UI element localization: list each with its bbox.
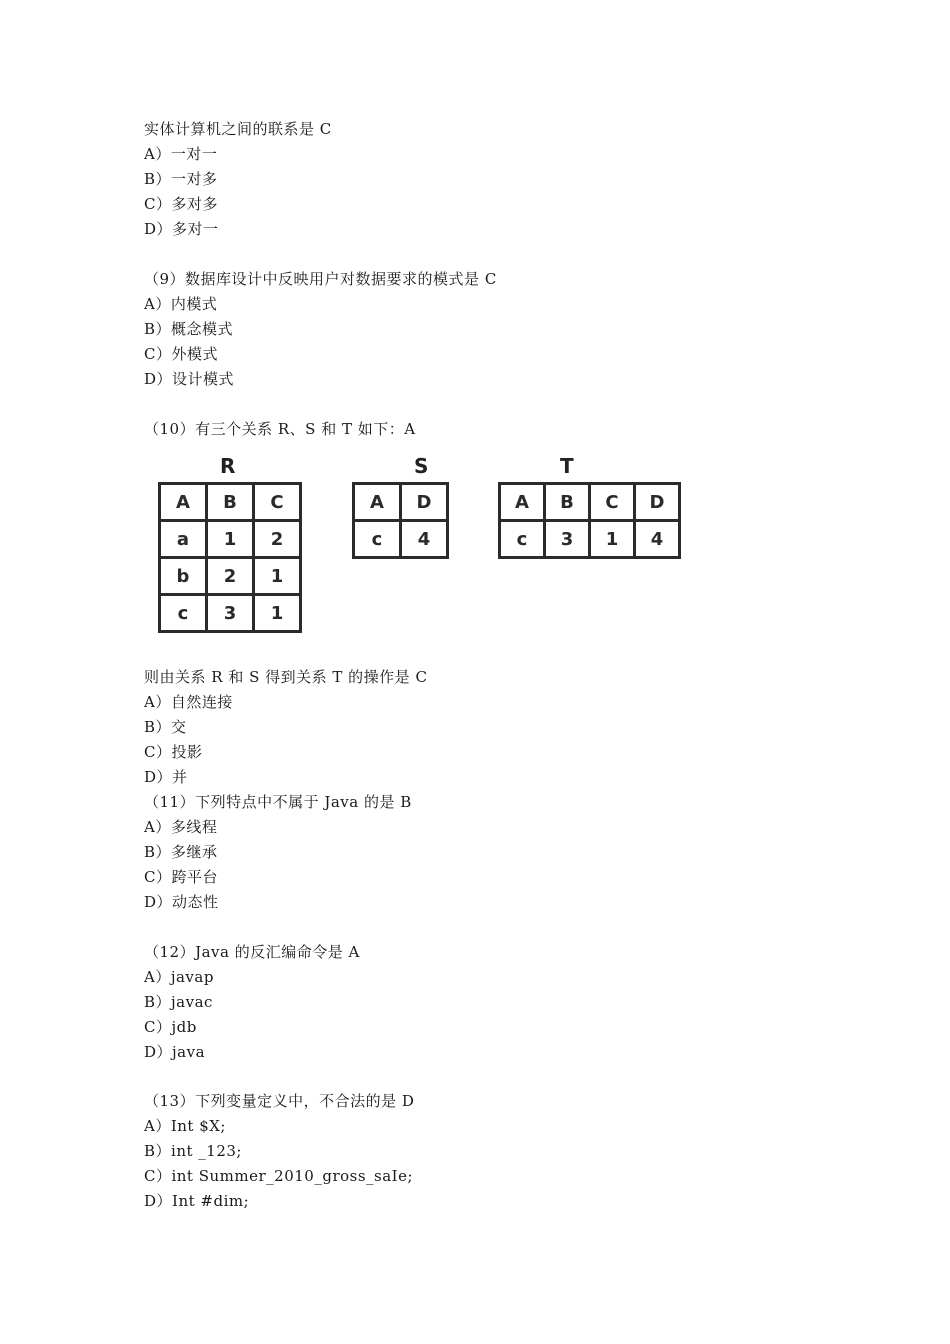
question-8-option-c: C）多对多: [144, 195, 218, 213]
question-9-stem: （9）数据库设计中反映用户对数据要求的模式是 C: [144, 270, 497, 288]
relation-t-header-cell: B: [545, 484, 590, 521]
relation-t-header-cell: A: [500, 484, 545, 521]
question-8-option-a: A）一对一: [144, 145, 218, 163]
question-13-stem: （13）下列变量定义中，不合法的是 D: [144, 1092, 415, 1110]
relation-r-cell: c: [160, 595, 207, 632]
relation-r-table: [158, 482, 302, 633]
relation-r-cell: 2: [254, 521, 301, 558]
relation-s-table: [352, 482, 449, 559]
relation-s-header-cell: A: [354, 484, 401, 521]
relation-r-title: R: [220, 454, 236, 478]
question-12-option-c: C）jdb: [144, 1018, 197, 1036]
question-10-option-c: C）投影: [144, 743, 203, 761]
question-9-option-d: D）设计模式: [144, 370, 235, 388]
question-10-followup: 则由关系 R 和 S 得到关系 T 的操作是 C: [144, 668, 428, 686]
relation-r-cell: 3: [207, 595, 254, 632]
relation-t-cell: c: [500, 521, 545, 558]
relation-r-row: [160, 595, 301, 632]
relation-t-title: T: [560, 454, 574, 478]
relation-r-row: [160, 558, 301, 595]
relation-s-header-row: [354, 484, 448, 521]
relation-t-cell: 3: [545, 521, 590, 558]
question-10-option-d: D）并: [144, 768, 188, 786]
question-12-option-a: A）javap: [144, 968, 214, 986]
relation-r-header-cell: B: [207, 484, 254, 521]
relation-t-cell: 4: [635, 521, 680, 558]
question-12-stem: （12）Java 的反汇编命令是 A: [144, 943, 360, 961]
question-12-option-d: D）java: [144, 1043, 206, 1061]
question-10-option-b: B）交: [144, 718, 187, 736]
relations-figure: [150, 448, 702, 644]
question-8-option-d: D）多对一: [144, 220, 219, 238]
question-11-option-d: D）动态性: [144, 893, 219, 911]
relation-r-cell: 1: [254, 595, 301, 632]
question-8-option-b: B）一对多: [144, 170, 218, 188]
question-11-option-b: B）多继承: [144, 843, 218, 861]
question-13-option-a: A）Int $X;: [144, 1117, 226, 1135]
relation-t-row: [500, 521, 680, 558]
relation-r-cell: a: [160, 521, 207, 558]
relation-t-header-row: [500, 484, 680, 521]
question-9-option-c: C）外模式: [144, 345, 218, 363]
relation-t-cell: 1: [590, 521, 635, 558]
question-13-option-d: D）Int #dim;: [144, 1192, 250, 1210]
question-8-stem: 实体计算机之间的联系是 C: [144, 120, 332, 138]
relation-r-header-row: [160, 484, 301, 521]
question-11-stem: （11）下列特点中不属于 Java 的是 B: [144, 793, 412, 811]
relation-r-header-cell: C: [254, 484, 301, 521]
relation-r-header-cell: A: [160, 484, 207, 521]
relation-t-header-cell: C: [590, 484, 635, 521]
relation-r-cell: 2: [207, 558, 254, 595]
relation-t-header-cell: D: [635, 484, 680, 521]
question-13-option-c: C）int Summer_2010_gross_saIe;: [144, 1167, 414, 1185]
relation-s-row: [354, 521, 448, 558]
question-9-option-a: A）内模式: [144, 295, 218, 313]
question-12-option-b: B）javac: [144, 993, 213, 1011]
relation-t-table: [498, 482, 681, 559]
relation-s-cell: c: [354, 521, 401, 558]
relation-r-cell: b: [160, 558, 207, 595]
relation-s-cell: 4: [401, 521, 448, 558]
question-13-option-b: B）int _123;: [144, 1142, 242, 1160]
relation-r-row: [160, 521, 301, 558]
relation-s-title: S: [414, 454, 429, 478]
question-11-option-a: A）多线程: [144, 818, 218, 836]
relation-s-header-cell: D: [401, 484, 448, 521]
relation-r-cell: 1: [207, 521, 254, 558]
question-11-option-c: C）跨平台: [144, 868, 218, 886]
relation-r-cell: 1: [254, 558, 301, 595]
question-10-stem: （10）有三个关系 R、S 和 T 如下：A: [144, 420, 416, 438]
question-10-option-a: A）自然连接: [144, 693, 233, 711]
question-9-option-b: B）概念模式: [144, 320, 234, 338]
